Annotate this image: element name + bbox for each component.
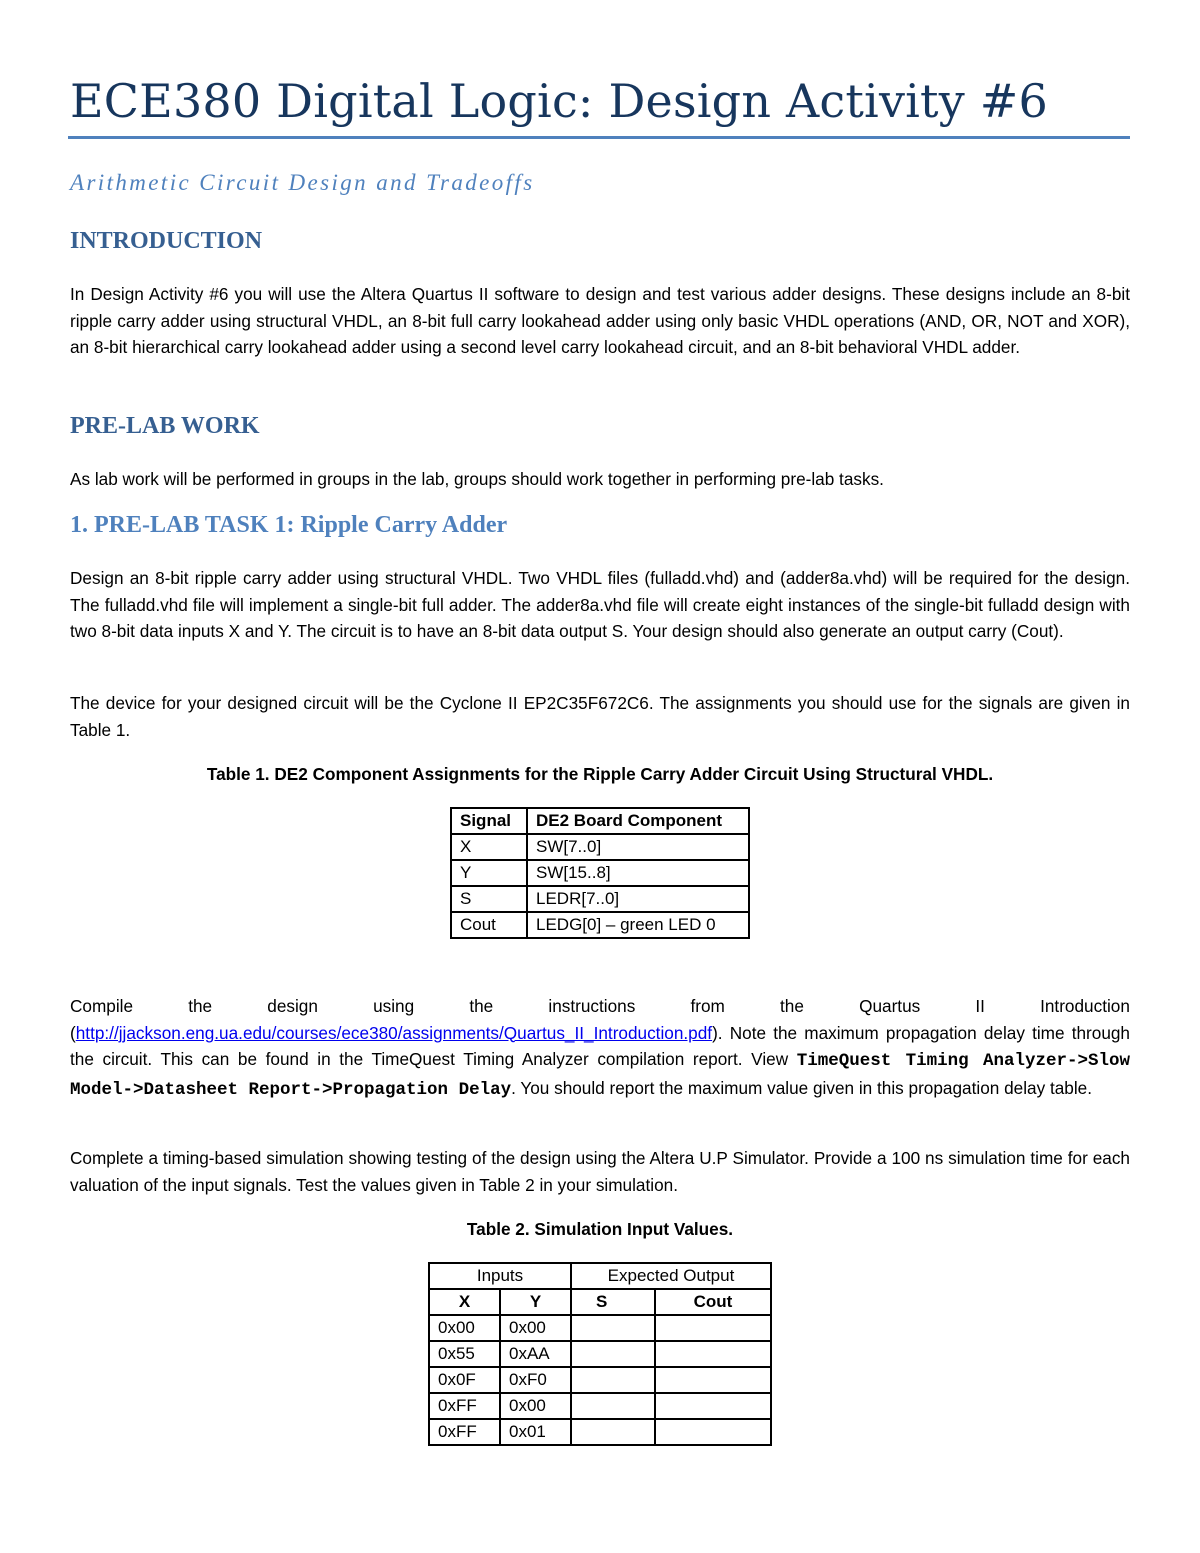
table-header-cell: Cout [655,1289,771,1315]
table-cell [571,1393,655,1419]
word: the [780,996,804,1016]
table-header-cell: X [429,1289,500,1315]
title-underline [68,136,1130,139]
table-cell: 0x0F [429,1367,500,1393]
table-cell: Cout [451,912,527,938]
task1-device-text: The device for your designed circuit will be the Cyclone II EP2C35F672C6. The assignments you should use for the signals are given in Table 1. [70,693,1130,740]
table-row [429,1393,771,1419]
table-cell: 0xFF [429,1393,500,1419]
word: the [188,996,213,1016]
introduction-text: In Design Activity #6 you will use the Altera Quartus II software to design and test various adder designs. These designs include an 8-bit ripple carry adder using structural VHDL, an 8-bit full carry lookahead adder using only basic VHDL operations (AND, OR, NOT and XOR), an 8-bit hierarchical carry lookahead adder using a second level carry lookahead circuit, and an 8-bit behavioral VHDL adder. [70,284,1130,358]
table-cell [571,1419,655,1445]
table-cell: Y [451,860,527,886]
table-cell: SW[7..0] [527,834,749,860]
document-subtitle: Arithmetic Circuit Design and Tradeoffs [70,170,535,195]
table-cell: 0x00 [500,1393,571,1419]
table-row [429,1315,771,1341]
table-cell: 0x00 [429,1315,500,1341]
word: design [267,996,318,1016]
table-cell: S [451,886,527,912]
table-cell: LEDR[7..0] [527,886,749,912]
word: II [975,996,985,1016]
table-row [451,834,749,860]
word: the [469,996,494,1016]
table-cell: X [451,834,527,860]
table-header-row [451,808,749,834]
table-header-row [429,1289,771,1315]
table-cell [571,1367,655,1393]
table-row [429,1367,771,1393]
prelab-text: As lab work will be performed in groups in the lab, groups should work together in performing pre-lab tasks. [70,469,884,489]
compile-text: ). Note the maximum propagation delay time through the circuit. This can be found in the TimeQuest Timing Analyzer compilation report. View [70,1022,1130,1070]
compile-text-end: . You should report the maximum value given in this propagation delay table. [511,1077,1092,1098]
table-cell: 0xFF [429,1419,500,1445]
quartus-intro-link[interactable]: http://jjackson.eng.ua.edu/courses/ece380/assignments/Quartus_II_Introduction.pdf [75,1022,713,1043]
timequest-menu-path: TimeQuest Timing Analyzer->Slow Model->Datasheet Report->Propagation Delay [70,1051,1130,1100]
table-cell: LEDG[0] – green LED 0 [527,912,749,938]
introduction-heading: INTRODUCTION [70,228,263,254]
word: instructions [548,996,636,1016]
task1-heading: 1. PRE-LAB TASK 1: Ripple Carry Adder [70,512,508,538]
table2-caption: Table 2. Simulation Input Values. [466,1219,734,1239]
word: Compile [70,996,134,1016]
table1-component-assignments [450,807,750,939]
table2-simulation-inputs [428,1262,772,1446]
table-group-header-row [429,1263,771,1289]
table-row [451,886,749,912]
table-cell [655,1315,771,1341]
word: from [690,996,725,1016]
prelab-heading: PRE-LAB WORK [70,413,260,439]
table-header-cell: S [571,1289,655,1315]
table-group-header: Expected Output [571,1263,771,1289]
table-group-header: Inputs [429,1263,571,1289]
simulation-text: Complete a timing-based simulation showing testing of the design using the Altera U.P Simulator. Provide a 100 ns simulation time for each valuation of the input signals. Test the values given in Table 2 in your simulation. [70,1148,1130,1195]
table-row [429,1419,771,1445]
table-cell [571,1341,655,1367]
table-cell: 0x55 [429,1341,500,1367]
table-cell [655,1419,771,1445]
table-cell: 0xAA [500,1341,571,1367]
table-cell: SW[15..8] [527,860,749,886]
table-cell: 0x01 [500,1419,571,1445]
table-cell [571,1315,655,1341]
table-row [451,912,749,938]
table-header-cell: Y [500,1289,571,1315]
table-cell: 0xF0 [500,1367,571,1393]
compile-first-line [70,993,1130,1020]
open-paren: ( [70,1022,76,1043]
table-cell [655,1341,771,1367]
compile-instructions [70,993,1130,1103]
table-cell [655,1367,771,1393]
table-cell [655,1393,771,1419]
word: Introduction [1040,996,1130,1016]
table-header-cell: Signal [451,808,527,834]
table-row [429,1341,771,1367]
table-row [451,860,749,886]
compile-body [70,1020,1130,1104]
task1-design-text: Design an 8-bit ripple carry adder using structural VHDL. Two VHDL files (fulladd.vhd) and (adder8a.vhd) will be required for the design. The fulladd.vhd file will implement a single-bit full adder. The adder8a.vhd file will create eight instances of the single-bit fulladd design with two 8-bit data inputs X and Y. The circuit is to have an 8-bit data output S. Your design should also generate an output carry (Cout). [70,568,1130,642]
table1-caption: Table 1. DE2 Component Assignments for the Ripple Carry Adder Circuit Using Structural VHDL. [206,764,994,784]
word: using [373,996,415,1016]
table-cell: 0x00 [500,1315,571,1341]
word: Quartus [859,996,921,1016]
table-header-cell: DE2 Board Component [527,808,749,834]
document-title: ECE380 Digital Logic: Design Activity #6 [70,74,1048,128]
